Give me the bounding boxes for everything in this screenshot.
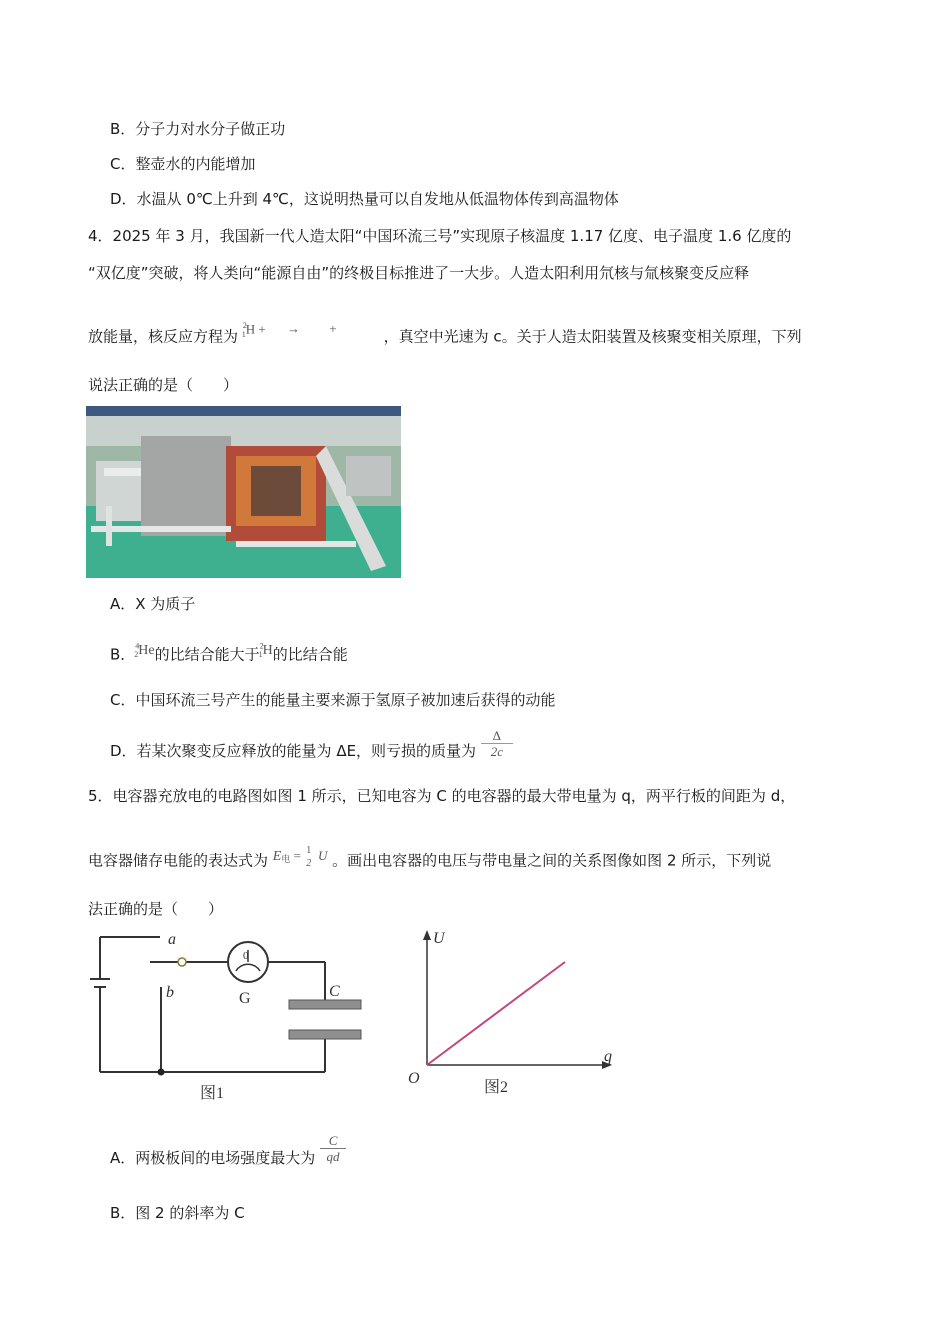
axis-u-label: U <box>433 930 445 947</box>
tokamak-photo <box>86 406 401 578</box>
q5-stem-line2: 电容器储存电能的表达式为 $E^电$ = 1 2 U 。画出电容器的电压与带电量之间的关系图像如图 2 所示，下列说 <box>88 845 772 870</box>
figure2-caption: 图2 <box>484 1079 509 1096</box>
q4-stem-line4: 说法正确的是（ ） <box>88 376 239 394</box>
q4-option-b: B．$^4_2$He的比结合能大于$^2_1$H的比结合能 <box>110 641 348 664</box>
q3-option-d: D．水温从 0℃上升到 4℃，这说明热量可以自发地从低温物体传到高温物体 <box>110 190 619 208</box>
q5-option-a: A．两极板间的电场强度最大为 $\frac{C}{qd}$ <box>110 1143 346 1174</box>
reaction-equation: $^2_1$H + → + <box>241 321 337 339</box>
figure1-caption: 图1 <box>200 1085 225 1102</box>
q5-stem-line3: 法正确的是（ ） <box>88 900 224 918</box>
q3-option-c: C．整壶水的内能增加 <box>110 155 256 173</box>
svg-text:0: 0 <box>243 950 249 962</box>
origin-label: O <box>408 1070 420 1087</box>
q3-option-b: B．分子力对水分子做正功 <box>110 120 286 138</box>
circuit-diagram <box>88 925 378 1105</box>
label-a: a <box>168 931 176 948</box>
q4-stem-line2: “双亿度”突破，将人类向“能源自由”的终极目标推进了一大步。人造太阳利用氘核与氚核聚变反应释 <box>88 264 750 282</box>
label-b: b <box>166 984 174 1001</box>
q4-option-c: C．中国环流三号产生的能量主要来源于氢原子被加速后获得的动能 <box>110 691 556 709</box>
q5-stem-line1: 5．电容器充放电的电路图如图 1 所示，已知电容为 C 的电容器的最大带电量为 q，两平行板的间距为 d， <box>88 787 796 805</box>
u-q-graph <box>400 925 620 1100</box>
label-c: C <box>329 983 340 1000</box>
q4-option-a: A．X 为质子 <box>110 595 196 613</box>
axis-q-label: q <box>604 1048 612 1065</box>
q4-option-d: D．若某次聚变反应释放的能量为 ΔE，则亏损的质量为 $\frac{\Delta}{2c}$ <box>110 736 513 767</box>
q5-option-b: B．图 2 的斜率为 C <box>110 1204 245 1222</box>
q4-stem-line1: 4．2025 年 3 月，我国新一代人造太阳“中国环流三号”实现原子核温度 1.17 亿度、电子温度 1.6 亿度的 <box>88 227 792 245</box>
label-g: G <box>239 990 251 1007</box>
q4-stem-line3: 放能量，核反应方程为 $^2_1$H + → + ，真空中光速为 c。关于人造太阳装置及核聚变相关原理，下列 <box>88 324 802 353</box>
